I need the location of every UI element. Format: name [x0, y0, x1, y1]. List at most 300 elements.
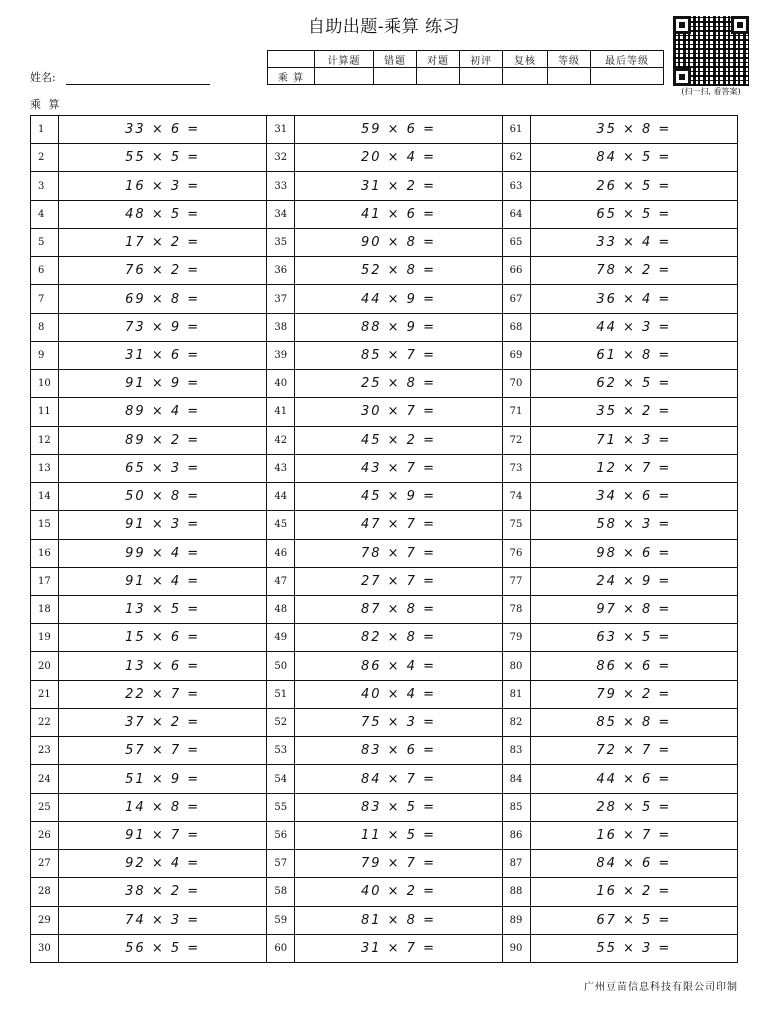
problem-row [31, 708, 266, 736]
problem-row [503, 454, 737, 482]
problem-expression: 86 × 6 = [596, 658, 672, 674]
problem-row [503, 793, 737, 821]
problem-expression: 51 × 9 = [125, 771, 201, 787]
problem-row [31, 116, 266, 143]
score-cell [460, 68, 503, 85]
problem-row [503, 651, 737, 679]
problem-expression: 91 × 9 = [125, 376, 201, 392]
problem-expression: 67 × 5 = [596, 912, 672, 928]
problem-expression: 47 × 7 = [360, 517, 436, 533]
problem-number: 37 [267, 285, 295, 312]
problem-row [503, 510, 737, 538]
problem-row [503, 256, 737, 284]
score-col-header: 复核 [503, 51, 548, 68]
problem-expression: 25 × 8 = [360, 376, 436, 392]
problem-expression: 79 × 2 = [596, 686, 672, 702]
problem-expression: 62 × 5 = [596, 376, 672, 392]
problem-row [31, 934, 266, 962]
problem-row [503, 708, 737, 736]
problem-number: 63 [503, 172, 531, 199]
problem-expression: 31 × 2 = [360, 178, 436, 194]
problem-expression: 87 × 8 = [360, 602, 436, 618]
problem-expression: 59 × 6 = [360, 122, 436, 138]
problem-row [31, 341, 266, 369]
problem-row [267, 539, 501, 567]
problem-number: 87 [503, 850, 531, 877]
problem-expression: 78 × 2 = [596, 263, 672, 279]
qr-code-icon[interactable] [673, 16, 749, 86]
problem-number: 32 [267, 144, 295, 171]
problem-row [267, 821, 501, 849]
problem-row [267, 397, 501, 425]
problem-number: 80 [503, 652, 531, 679]
score-value-row [268, 68, 664, 85]
problem-number: 5 [31, 229, 59, 256]
problem-expression: 40 × 4 = [360, 686, 436, 702]
problem-column [31, 116, 266, 962]
problem-number: 4 [31, 201, 59, 228]
problem-expression: 44 × 9 = [360, 291, 436, 307]
problem-row [503, 116, 737, 143]
problem-row [267, 877, 501, 905]
problem-grid [30, 115, 738, 963]
problem-number: 14 [31, 483, 59, 510]
problem-expression: 44 × 3 = [596, 319, 672, 335]
problem-number: 47 [267, 568, 295, 595]
problem-number: 81 [503, 681, 531, 708]
score-table [267, 50, 664, 85]
problem-number: 22 [31, 709, 59, 736]
problem-expression: 24 × 9 = [596, 573, 672, 589]
score-corner-cell [268, 51, 315, 68]
problem-row [503, 426, 737, 454]
problem-number: 90 [503, 935, 531, 962]
problem-number: 52 [267, 709, 295, 736]
problem-number: 46 [267, 540, 295, 567]
problem-number: 44 [267, 483, 295, 510]
problem-row [31, 369, 266, 397]
problem-expression: 97 × 8 = [596, 602, 672, 618]
problem-number: 16 [31, 540, 59, 567]
problem-row [503, 906, 737, 934]
name-underline [66, 84, 210, 85]
problem-number: 55 [267, 794, 295, 821]
problem-expression: 99 × 4 = [125, 545, 201, 561]
problem-expression: 91 × 7 = [125, 827, 201, 843]
problem-number: 6 [31, 257, 59, 284]
problem-expression: 90 × 8 = [360, 235, 436, 251]
problem-number: 75 [503, 511, 531, 538]
problem-number: 26 [31, 822, 59, 849]
problem-row [31, 510, 266, 538]
problem-row [267, 651, 501, 679]
problem-number: 38 [267, 314, 295, 341]
problem-number: 50 [267, 652, 295, 679]
score-cell [548, 68, 591, 85]
problem-row [503, 228, 737, 256]
problem-number: 29 [31, 907, 59, 934]
problem-row [31, 397, 266, 425]
problem-row [267, 680, 501, 708]
problem-expression: 35 × 2 = [596, 404, 672, 420]
problem-number: 40 [267, 370, 295, 397]
problem-number: 79 [503, 624, 531, 651]
problem-number: 56 [267, 822, 295, 849]
problem-number: 58 [267, 878, 295, 905]
problem-row [503, 877, 737, 905]
problem-row [31, 143, 266, 171]
problem-row [267, 736, 501, 764]
problem-number: 42 [267, 427, 295, 454]
problem-expression: 13 × 5 = [125, 602, 201, 618]
problem-expression: 83 × 5 = [360, 799, 436, 815]
problem-row [267, 623, 501, 651]
problem-row [31, 651, 266, 679]
score-row-label: 乘 算 [268, 68, 315, 85]
problem-number: 24 [31, 765, 59, 792]
problem-row [31, 595, 266, 623]
problem-number: 33 [267, 172, 295, 199]
problem-expression: 57 × 7 = [125, 743, 201, 759]
problem-expression: 84 × 6 = [596, 856, 672, 872]
problem-expression: 31 × 7 = [360, 940, 436, 956]
problem-row [267, 143, 501, 171]
problem-number: 17 [31, 568, 59, 595]
problem-row [267, 228, 501, 256]
problem-number: 85 [503, 794, 531, 821]
score-col-header: 初评 [460, 51, 503, 68]
problem-expression: 37 × 2 = [125, 715, 201, 731]
problem-row [503, 313, 737, 341]
problem-number: 83 [503, 737, 531, 764]
problem-row [503, 680, 737, 708]
problem-row [503, 200, 737, 228]
problem-row [267, 764, 501, 792]
publisher-footer: 广州豆苗信息科技有限公司印制 [584, 982, 738, 993]
problem-row [503, 369, 737, 397]
qr-finder-mark [673, 16, 691, 34]
problem-row [267, 849, 501, 877]
problem-number: 66 [503, 257, 531, 284]
problem-expression: 75 × 3 = [360, 715, 436, 731]
qr-finder-mark [731, 16, 749, 34]
problem-row [31, 877, 266, 905]
problem-expression: 35 × 8 = [596, 122, 672, 138]
problem-number: 28 [31, 878, 59, 905]
problem-row [267, 116, 501, 143]
problem-number: 68 [503, 314, 531, 341]
problem-expression: 79 × 7 = [360, 856, 436, 872]
problem-row [31, 482, 266, 510]
problem-number: 59 [267, 907, 295, 934]
problem-row [31, 539, 266, 567]
problem-row [503, 482, 737, 510]
worksheet-title: 自助出题-乘算 练习 [307, 17, 461, 37]
score-cell [374, 68, 417, 85]
problem-expression: 83 × 6 = [360, 743, 436, 759]
problem-row [503, 171, 737, 199]
problem-expression: 33 × 4 = [596, 235, 672, 251]
problem-number: 64 [503, 201, 531, 228]
problem-number: 27 [31, 850, 59, 877]
problem-number: 53 [267, 737, 295, 764]
score-col-header: 计算题 [315, 51, 374, 68]
problem-row [503, 595, 737, 623]
score-col-header: 错题 [374, 51, 417, 68]
problem-expression: 27 × 7 = [360, 573, 436, 589]
score-cell [315, 68, 374, 85]
score-col-header: 等级 [548, 51, 591, 68]
problem-expression: 86 × 4 = [360, 658, 436, 674]
problem-row [267, 284, 501, 312]
problem-number: 67 [503, 285, 531, 312]
problem-expression: 31 × 6 = [125, 347, 201, 363]
score-col-header: 对题 [417, 51, 460, 68]
problem-row [503, 736, 737, 764]
problem-expression: 36 × 4 = [596, 291, 672, 307]
problem-number: 51 [267, 681, 295, 708]
problem-expression: 98 × 6 = [596, 545, 672, 561]
problem-row [503, 567, 737, 595]
problem-row [503, 397, 737, 425]
problem-expression: 13 × 6 = [125, 658, 201, 674]
problem-expression: 71 × 3 = [596, 432, 672, 448]
problem-row [31, 171, 266, 199]
problem-expression: 76 × 2 = [125, 263, 201, 279]
problem-expression: 15 × 6 = [125, 630, 201, 646]
problem-expression: 84 × 5 = [596, 150, 672, 166]
problem-expression: 30 × 7 = [360, 404, 436, 420]
problem-row [31, 849, 266, 877]
problem-row [267, 171, 501, 199]
score-header-row [268, 51, 664, 68]
problem-expression: 34 × 6 = [596, 489, 672, 505]
problem-number: 43 [267, 455, 295, 482]
problem-row [503, 539, 737, 567]
problem-expression: 33 × 6 = [125, 122, 201, 138]
problem-row [31, 454, 266, 482]
problem-expression: 50 × 8 = [125, 489, 201, 505]
problem-column [266, 116, 501, 962]
problem-row [267, 426, 501, 454]
problem-row [31, 256, 266, 284]
problem-row [31, 821, 266, 849]
problem-number: 86 [503, 822, 531, 849]
problem-expression: 84 × 7 = [360, 771, 436, 787]
problem-row [267, 595, 501, 623]
problem-number: 7 [31, 285, 59, 312]
problem-number: 78 [503, 596, 531, 623]
problem-expression: 73 × 9 = [125, 319, 201, 335]
problem-expression: 55 × 3 = [596, 940, 672, 956]
problem-expression: 63 × 5 = [596, 630, 672, 646]
problem-number: 77 [503, 568, 531, 595]
problem-expression: 81 × 8 = [360, 912, 436, 928]
qr-caption: (扫一扫, 看答案) [681, 87, 741, 96]
problem-column [502, 116, 737, 962]
problem-expression: 88 × 9 = [360, 319, 436, 335]
problem-expression: 92 × 4 = [125, 856, 201, 872]
problem-expression: 38 × 2 = [125, 884, 201, 900]
problem-number: 9 [31, 342, 59, 369]
problem-number: 69 [503, 342, 531, 369]
problem-expression: 58 × 3 = [596, 517, 672, 533]
problem-expression: 72 × 7 = [596, 743, 672, 759]
problem-expression: 44 × 6 = [596, 771, 672, 787]
problem-expression: 52 × 8 = [360, 263, 436, 279]
problem-expression: 16 × 3 = [125, 178, 201, 194]
problem-row [31, 228, 266, 256]
problem-number: 25 [31, 794, 59, 821]
problem-row [503, 341, 737, 369]
section-label: 乘 算 [30, 98, 62, 111]
problem-number: 1 [31, 116, 59, 143]
problem-row [31, 736, 266, 764]
problem-expression: 16 × 2 = [596, 884, 672, 900]
problem-expression: 45 × 9 = [360, 489, 436, 505]
problem-number: 60 [267, 935, 295, 962]
problem-row [267, 934, 501, 962]
problem-number: 31 [267, 116, 295, 143]
problem-row [267, 708, 501, 736]
problem-row [31, 313, 266, 341]
problem-number: 39 [267, 342, 295, 369]
problem-number: 10 [31, 370, 59, 397]
problem-number: 76 [503, 540, 531, 567]
problem-row [31, 567, 266, 595]
name-label: 姓名: [30, 71, 56, 84]
score-cell [591, 68, 664, 85]
score-cell [417, 68, 460, 85]
problem-expression: 91 × 4 = [125, 573, 201, 589]
problem-number: 15 [31, 511, 59, 538]
problem-expression: 69 × 8 = [125, 291, 201, 307]
problem-expression: 11 × 5 = [360, 827, 436, 843]
problem-expression: 26 × 5 = [596, 178, 672, 194]
problem-expression: 89 × 4 = [125, 404, 201, 420]
problem-expression: 40 × 2 = [360, 884, 436, 900]
problem-number: 23 [31, 737, 59, 764]
problem-row [267, 906, 501, 934]
problem-expression: 61 × 8 = [596, 347, 672, 363]
problem-number: 3 [31, 172, 59, 199]
problem-row [267, 567, 501, 595]
problem-row [31, 906, 266, 934]
problem-expression: 22 × 7 = [125, 686, 201, 702]
problem-row [31, 284, 266, 312]
problem-number: 49 [267, 624, 295, 651]
problem-number: 8 [31, 314, 59, 341]
problem-expression: 55 × 5 = [125, 150, 201, 166]
problem-row [31, 680, 266, 708]
problem-row [503, 143, 737, 171]
problem-row [267, 256, 501, 284]
problem-row [31, 426, 266, 454]
problem-expression: 14 × 8 = [125, 799, 201, 815]
problem-row [503, 849, 737, 877]
problem-row [31, 764, 266, 792]
problem-number: 89 [503, 907, 531, 934]
problem-expression: 12 × 7 = [596, 460, 672, 476]
problem-number: 20 [31, 652, 59, 679]
problem-number: 41 [267, 398, 295, 425]
problem-expression: 48 × 5 = [125, 206, 201, 222]
problem-row [31, 793, 266, 821]
problem-number: 62 [503, 144, 531, 171]
problem-number: 30 [31, 935, 59, 962]
problem-number: 71 [503, 398, 531, 425]
problem-expression: 17 × 2 = [125, 235, 201, 251]
problem-row [267, 454, 501, 482]
problem-number: 12 [31, 427, 59, 454]
problem-expression: 82 × 8 = [360, 630, 436, 646]
problem-expression: 74 × 3 = [125, 912, 201, 928]
problem-expression: 89 × 2 = [125, 432, 201, 448]
problem-number: 19 [31, 624, 59, 651]
problem-expression: 56 × 5 = [125, 940, 201, 956]
problem-expression: 45 × 2 = [360, 432, 436, 448]
problem-row [31, 623, 266, 651]
problem-number: 18 [31, 596, 59, 623]
problem-number: 45 [267, 511, 295, 538]
score-cell [503, 68, 548, 85]
problem-row [267, 793, 501, 821]
problem-expression: 43 × 7 = [360, 460, 436, 476]
problem-expression: 65 × 3 = [125, 460, 201, 476]
problem-number: 2 [31, 144, 59, 171]
problem-row [267, 341, 501, 369]
problem-row [503, 821, 737, 849]
problem-number: 34 [267, 201, 295, 228]
problem-row [267, 510, 501, 538]
problem-number: 48 [267, 596, 295, 623]
problem-expression: 65 × 5 = [596, 206, 672, 222]
problem-number: 82 [503, 709, 531, 736]
problem-expression: 91 × 3 = [125, 517, 201, 533]
problem-number: 13 [31, 455, 59, 482]
problem-expression: 85 × 7 = [360, 347, 436, 363]
problem-expression: 20 × 4 = [360, 150, 436, 166]
problem-expression: 41 × 6 = [360, 206, 436, 222]
problem-row [503, 623, 737, 651]
problem-number: 54 [267, 765, 295, 792]
problem-number: 84 [503, 765, 531, 792]
problem-row [31, 200, 266, 228]
problem-number: 70 [503, 370, 531, 397]
problem-number: 72 [503, 427, 531, 454]
problem-number: 35 [267, 229, 295, 256]
problem-row [267, 313, 501, 341]
problem-row [503, 764, 737, 792]
problem-row [503, 934, 737, 962]
qr-finder-mark [673, 68, 691, 86]
problem-number: 57 [267, 850, 295, 877]
problem-row [267, 369, 501, 397]
score-col-header: 最后等级 [591, 51, 664, 68]
problem-number: 74 [503, 483, 531, 510]
problem-expression: 28 × 5 = [596, 799, 672, 815]
problem-number: 65 [503, 229, 531, 256]
problem-expression: 85 × 8 = [596, 715, 672, 731]
problem-row [267, 482, 501, 510]
problem-row [267, 200, 501, 228]
problem-expression: 78 × 7 = [360, 545, 436, 561]
problem-number: 88 [503, 878, 531, 905]
problem-expression: 16 × 7 = [596, 827, 672, 843]
problem-number: 73 [503, 455, 531, 482]
problem-number: 21 [31, 681, 59, 708]
problem-number: 36 [267, 257, 295, 284]
